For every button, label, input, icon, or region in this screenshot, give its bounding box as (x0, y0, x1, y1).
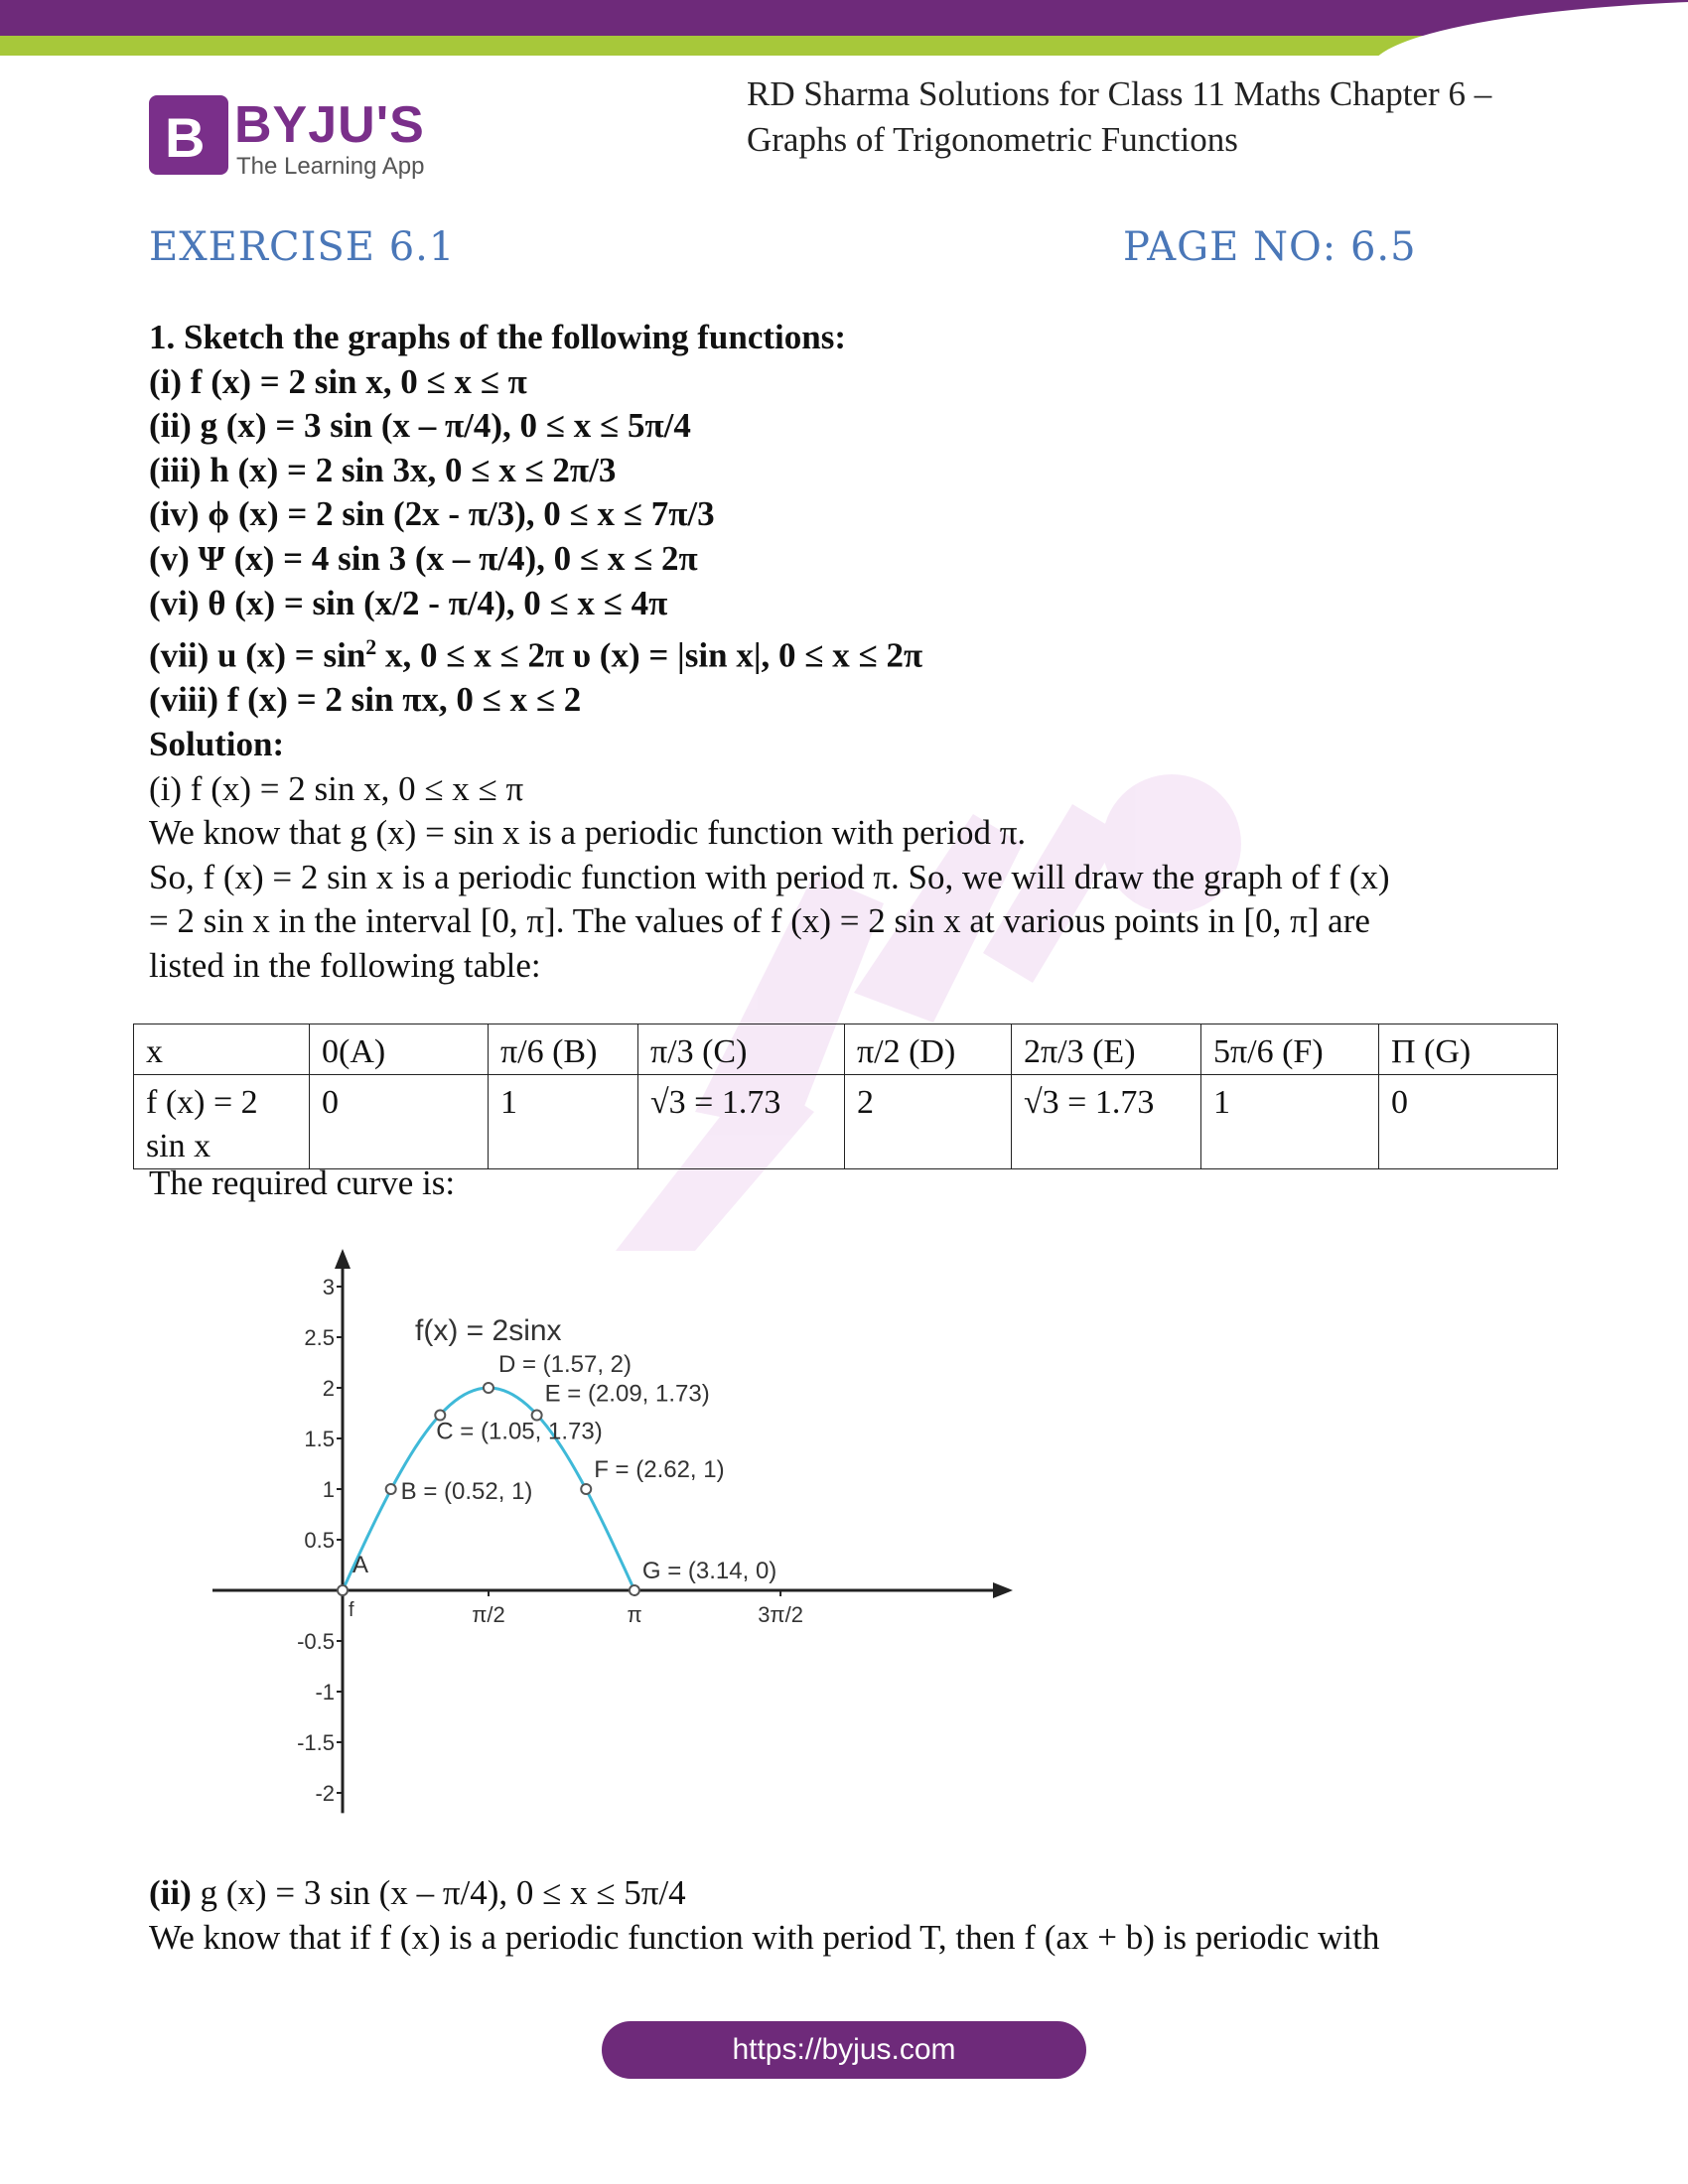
question-block (149, 316, 1559, 989)
solution-line: So, f (x) = 2 sin x is a periodic function with period π. So, we will draw the graph of f (x) (149, 857, 1390, 896)
table-cell: Π (G) (1379, 1024, 1558, 1075)
values-table (133, 1024, 1558, 1169)
table-cell: √3 = 1.73 (638, 1075, 845, 1169)
question-item: (viii) f (x) = 2 sin πx, 0 ≤ x ≤ 2 (149, 680, 582, 720)
point-label: D = (1.57, 2) (497, 1351, 633, 1378)
graph-title: f(x) = 2sinx (415, 1314, 562, 1347)
top-bar-purple (0, 0, 1688, 36)
part-two-line: We know that if f (x) is a periodic function with period T, then f (ax + b) is periodic with (149, 1918, 1380, 1957)
table-row (134, 1075, 1558, 1169)
y-tick-label: 2.5 (304, 1325, 335, 1350)
sine-graph (189, 1241, 1043, 1837)
y-tick-label: 2 (322, 1376, 335, 1401)
point-label: C = (1.05, 1.73) (436, 1418, 603, 1445)
table-cell: √3 = 1.73 (1012, 1075, 1201, 1169)
logo-name: BYJU'S (234, 96, 425, 154)
data-point (484, 1383, 493, 1393)
item7-part-a: (vii) u (x) = sin (149, 635, 366, 675)
table-cell: 0(A) (310, 1024, 489, 1075)
table-cell: 1 (489, 1075, 638, 1169)
row-header-line: sin x (146, 1128, 211, 1164)
title-line-1: RD Sharma Solutions for Class 11 Maths Chapter 6 – (747, 74, 1492, 113)
page-number: PAGE NO: 6.5 (1123, 224, 1417, 270)
table-cell: x (134, 1024, 310, 1075)
question-item: (ii) g (x) = 3 sin (x – π/4), 0 ≤ x ≤ 5π/4 (149, 406, 691, 446)
solution-part-title: (i) f (x) = 2 sin x, 0 ≤ x ≤ π (149, 768, 524, 808)
point-label: B = (0.52, 1) (400, 1478, 533, 1505)
y-tick-label: -2 (315, 1781, 335, 1806)
question-item (149, 625, 1559, 678)
item7-superscript: 2 (365, 634, 377, 660)
question-item: (iv) ϕ (x) = 2 sin (2x - π/3), 0 ≤ x ≤ 7π/3 (149, 494, 715, 534)
point-label: G = (3.14, 0) (641, 1558, 777, 1584)
table-cell: π/3 (C) (638, 1024, 845, 1075)
data-point (386, 1484, 396, 1494)
y-tick-label: 0.5 (304, 1528, 335, 1553)
question-item: (i) f (x) = 2 sin x, 0 ≤ x ≤ π (149, 361, 527, 401)
question-item: (v) Ψ (x) = 4 sin 3 (x – π/4), 0 ≤ x ≤ 2π (149, 538, 698, 578)
table-cell: 1 (1201, 1075, 1379, 1169)
x-axis-arrow (993, 1582, 1013, 1598)
y-tick-label: 1.5 (304, 1427, 335, 1451)
curve-intro: The required curve is: (149, 1163, 456, 1202)
part-two (149, 1870, 1559, 1960)
question-item: (vi) θ (x) = sin (x/2 - π/4), 0 ≤ x ≤ 4π (149, 583, 668, 622)
x-tick-label: π (627, 1602, 642, 1627)
question-item: (iii) h (x) = 2 sin 3x, 0 ≤ x ≤ 2π/3 (149, 450, 617, 489)
logo-mark (149, 95, 228, 175)
part-two-title (149, 1870, 1559, 1915)
exercise-label: EXERCISE 6.1 (149, 224, 456, 270)
y-tick-label: 3 (322, 1275, 335, 1299)
solution-line: We know that g (x) = sin x is a periodic function with period π. (149, 813, 1027, 853)
y-tick-label: 1 (322, 1477, 335, 1502)
data-point (338, 1585, 348, 1595)
x-tick-label: π/2 (472, 1602, 505, 1627)
y-tick-label: -1.5 (297, 1730, 335, 1755)
origin-label: f (349, 1599, 354, 1621)
point-label: A (352, 1552, 369, 1578)
point-label: E = (2.09, 1.73) (544, 1380, 710, 1408)
title-line-2: Graphs of Trigonometric Functions (747, 120, 1238, 159)
table-cell: π/2 (D) (845, 1024, 1012, 1075)
question-heading: 1. Sketch the graphs of the following functions: (149, 318, 846, 356)
table-row-header (134, 1075, 310, 1169)
table-cell: 0 (310, 1075, 489, 1169)
data-point (630, 1585, 639, 1595)
table-cell: 2 (845, 1075, 1012, 1169)
logo-letter: B (165, 106, 206, 169)
footer-url-button[interactable]: https://byjus.com (602, 2021, 1086, 2079)
point-label: F = (2.62, 1) (594, 1456, 725, 1483)
table-row (134, 1024, 1558, 1075)
part-two-label: (ii) (149, 1873, 192, 1912)
row-header-line: f (x) = 2 (146, 1084, 258, 1121)
logo-tagline: The Learning App (236, 153, 425, 180)
table-cell: π/6 (B) (489, 1024, 638, 1075)
solution-label: Solution: (149, 725, 285, 763)
item7-part-b: x, 0 ≤ x ≤ 2π υ (x) = |sin x|, 0 ≤ x ≤ 2π (376, 635, 923, 675)
table-cell: 2π/3 (E) (1012, 1024, 1201, 1075)
x-tick-label: 3π/2 (758, 1602, 803, 1627)
solution-line: = 2 sin x in the interval [0, π]. The values of f (x) = 2 sin x at various points in [0, π] are (149, 901, 1370, 941)
part-two-text: g (x) = 3 sin (x – π/4), 0 ≤ x ≤ 5π/4 (191, 1873, 686, 1912)
table-cell: 5π/6 (F) (1201, 1024, 1379, 1075)
graph-svg (189, 1241, 1043, 1837)
y-axis-arrow (335, 1249, 351, 1269)
solution-line: listed in the following table: (149, 945, 541, 985)
byjus-logo (149, 95, 447, 181)
y-tick-label: -1 (315, 1680, 335, 1705)
data-point (581, 1484, 591, 1494)
table-cell: 0 (1379, 1075, 1558, 1169)
y-tick-label: -0.5 (297, 1629, 335, 1654)
document-title (747, 71, 1640, 163)
